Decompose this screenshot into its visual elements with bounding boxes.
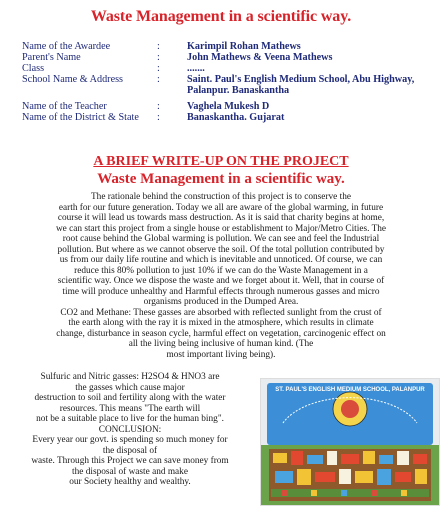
project-model-photo	[260, 378, 440, 506]
left-line: the disposal of waste and make	[72, 466, 188, 477]
info-value: Karimpil Rohan Mathews	[187, 41, 301, 52]
body-line: all the living being inclusive of human kind. (The	[128, 339, 314, 349]
info-value: Saint. Paul's English Medium School, Abu Highway,	[187, 74, 415, 85]
info-colon: :	[157, 74, 160, 85]
info-colon: :	[157, 112, 160, 123]
left-line: CONCLUSION:	[98, 424, 162, 435]
info-label: Name of the Awardee	[22, 41, 111, 52]
photo-banner-text: ST. PAUL'S ENGLISH MEDIUM SCHOOL, PALANPUR	[275, 387, 425, 393]
info-label: Name of the Teacher	[22, 101, 107, 112]
info-value: Palanpur. Banaskantha	[187, 85, 290, 96]
body-line: course it will lead us towards mass destruction. As it is said that charity begins at home,	[57, 213, 385, 223]
info-label: Parent's Name	[22, 52, 81, 63]
page-title: Waste Management in a scientific way.	[90, 8, 352, 25]
left-line: destruction to soil and fertility along with the water	[34, 393, 226, 403]
body-line: change, disturbance in season cycle, harmful effect on vegetation, carcinogenic effect on	[56, 328, 386, 339]
writeup-heading: A BRIEF WRITE-UP ON THE PROJECT	[93, 154, 349, 169]
left-line: waste. Through this Project we can save money from	[31, 456, 229, 466]
left-line: the gasses which cause major	[75, 382, 185, 393]
body-line: the earth along with the ray it is mixed in the atmosphere, which results in climate	[68, 318, 374, 328]
body-line: time will produce unhealthy and Harmful effects through numerous gasses and micro	[62, 286, 380, 297]
info-label: Name of the District & State	[22, 112, 139, 123]
left-line: resources. This means "The earth will	[59, 403, 201, 414]
info-colon: :	[157, 52, 160, 63]
info-value: Vaghela Mukesh D	[187, 101, 270, 112]
left-line: our Society healthy and wealthy.	[69, 477, 191, 487]
body-line: scientific way. Once we dispose the waste and we forget about it. Well, that in course of	[57, 276, 385, 286]
body-line: we can start this project from a single house or establishment to Major/Metro Cities. The	[55, 223, 387, 234]
info-colon: :	[157, 63, 160, 74]
body-line: reduce this 80% pollution to just 10% if we can do the Waste Management in a	[74, 265, 368, 276]
info-label: School Name & Address	[22, 74, 124, 85]
info-value: .......	[187, 63, 205, 74]
body-line: organisms produced in the Dumped Area.	[143, 297, 299, 307]
body-line: earth for our future generation. Today we all are aware of the global warming, in future	[58, 202, 384, 213]
photo-illustration	[261, 379, 439, 505]
writeup-subheading: Waste Management in a scientific way.	[97, 171, 345, 187]
info-colon: :	[157, 101, 160, 112]
left-column-text	[6, 372, 254, 488]
left-line: not be a suitable place to live for the human bing".	[36, 414, 224, 424]
left-line: Every year our govt. is spending so much money for	[32, 435, 228, 445]
info-value: John Mathews & Veena Mathews	[187, 52, 333, 63]
info-colon: :	[157, 41, 160, 52]
body-line: pollution. But where as we cannot observe the soil. Of the total pollution contributed by	[57, 244, 385, 255]
body-line: CO2 and Methane: These gasses are absorbed with reflected sunlight from the crust of	[60, 307, 382, 318]
body-line: most important living being).	[166, 349, 276, 360]
left-line: Sulfuric and Nitric gasses: H2SO4 & HNO3 are	[40, 372, 220, 382]
body-line: The rationale behind the construction of this project is to conserve the	[91, 192, 351, 202]
info-value: Banaskantha. Gujarat	[187, 112, 285, 123]
body-line: root cause behind the Global warming is pollution. We can see and feel the Industrial	[62, 234, 380, 244]
info-label: Class	[22, 63, 45, 74]
body-text	[8, 192, 434, 360]
body-line: us from our daily life routine and which is inevitable and unnoticed. Of course, we can	[59, 255, 383, 265]
left-line: the disposal of	[102, 445, 158, 456]
